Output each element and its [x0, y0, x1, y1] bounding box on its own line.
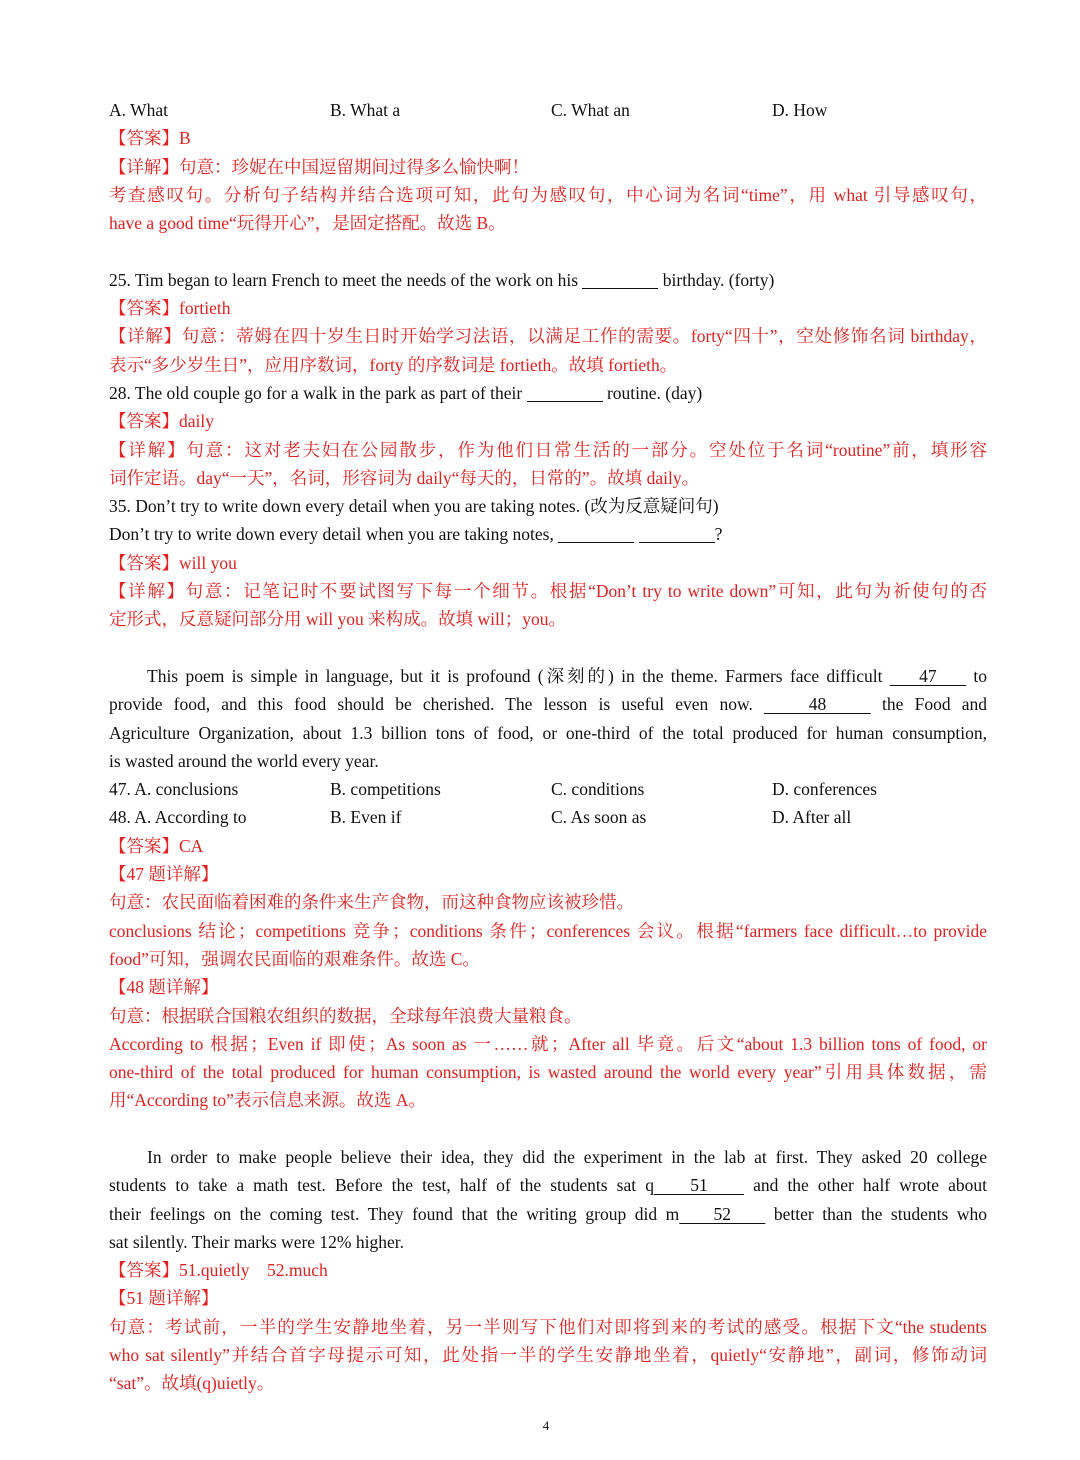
- option-b: B. What a: [330, 100, 401, 120]
- q24-options: [109, 96, 987, 124]
- q47-detail-heading: 【47 题详解】: [109, 864, 219, 885]
- q28-detail-line: 词作定语。day“一天”，名词，形容词为 daily“每天的，日常的”。故填 daily。: [109, 467, 700, 488]
- q47-detail-line: 句意：农民面临着困难的条件来生产食物，而这种食物应该被珍惜。: [109, 892, 634, 913]
- q35-detail-line: 【详解】句意：记笔记时不要试图写下每一个细节。根据“Don’t try to write down”可知，此句为祈使句的否: [109, 581, 987, 602]
- q24-detail-line: have a good time“玩得开心”，是固定搭配。故选 B。: [109, 213, 506, 234]
- option-a: A. What: [109, 100, 168, 120]
- q48-detail-line: one-third of the total produced for human consumption, is wasted around the world every year”引用具体数据，需: [109, 1062, 987, 1083]
- passage2-line: sat silently. Their marks were 12% higher.: [109, 1231, 404, 1252]
- passage1-answer: 【答案】CA: [109, 835, 204, 856]
- passage1-line: is wasted around the world every year.: [109, 750, 379, 771]
- q24-answer: 【答案】B: [109, 128, 191, 149]
- blank-48: 48: [764, 694, 871, 715]
- q51-detail-heading: 【51 题详解】: [109, 1288, 219, 1309]
- q48-detail-heading: 【48 题详解】: [109, 977, 219, 998]
- option-a: 48. A. According to: [109, 807, 247, 828]
- option-b: B. competitions: [330, 779, 441, 800]
- q35-stem: 35. Don’t try to write down every detail when you are taking notes. (改为反意疑问句): [109, 496, 719, 517]
- passage1-line: provide food, and this food should be cherished. The lesson is useful even now. 48 the Food and: [109, 694, 988, 715]
- passage2-line: students to take a math test. Before the test, half of the students sat q 51 and the other half wrote about: [109, 1175, 987, 1196]
- q25-detail-line: 【详解】句意：蒂姆在四十岁生日时开始学习法语，以满足工作的需要。forty“四十”，空处修饰名词 birthday，: [109, 326, 987, 347]
- q24-detail-line: 考查感叹句。分析句子结构并结合选项可知，此句为感叹句，中心词为名词“time”，用 what 引导感叹句，: [109, 184, 987, 205]
- q48-detail-line: 句意：根据联合国粮农组织的数据，全球每年浪费大量粮食。: [109, 1005, 582, 1026]
- q47-options: [109, 775, 987, 803]
- q35-detail-line: 定形式，反意疑问部分用 will you 来构成。故填 will；you。: [109, 609, 566, 630]
- passage2-answer: 【答案】51.quietly 52.much: [109, 1260, 328, 1281]
- q28-detail-line: 【详解】句意：这对老夫妇在公园散步，作为他们日常生活的一部分。空处位于名词“routine”前，填形容: [109, 439, 987, 460]
- passage2-line: their feelings on the coming test. They found that the writing group did m 52 better than the students who: [109, 1203, 987, 1224]
- page-number: 4: [542, 1418, 550, 1433]
- q28-stem: 28. The old couple go for a walk in the park as part of their routine. (day): [109, 382, 703, 403]
- q48-detail-line: According to 根据；Even if 即使；As soon as 一……就；After all 毕竟。后文“about 1.3 billion tons of food, or: [109, 1033, 987, 1054]
- q25-stem: 25. Tim began to learn French to meet the needs of the work on his birthday. (forty): [109, 269, 775, 290]
- q51-detail-line: who sat silently”并结合首字母提示可知，此处指一半的学生安静地坐着，quietly“安静地”，副词，修饰动词: [109, 1345, 987, 1366]
- passage2-line: In order to make people believe their idea, they did the experiment in the lab at first. They asked 20 college: [147, 1146, 987, 1167]
- blank-52: 52: [679, 1203, 766, 1224]
- q24-detail-line: 【详解】句意：珍妮在中国逗留期间过得多么愉快啊！: [109, 156, 529, 177]
- q48-options: [109, 803, 987, 831]
- answer-blank: [639, 524, 715, 543]
- option-d: D. conferences: [772, 779, 877, 800]
- q47-detail-line: conclusions 结论；competitions 竞争；conditions 条件；conferences 会议。根据“farmers face difficult…to provide: [109, 920, 987, 941]
- option-d: D. After all: [772, 807, 852, 828]
- q25-answer: 【答案】fortieth: [109, 298, 231, 319]
- blank-47: 47: [889, 665, 967, 686]
- q35-stem-2: Don’t try to write down every detail when you are taking notes, ?: [109, 524, 723, 545]
- option-c: C. conditions: [551, 779, 645, 800]
- answer-blank: [582, 270, 658, 289]
- passage1-line: This poem is simple in language, but it is profound (深刻的) in the theme. Farmers face difficult 47 to: [147, 665, 987, 686]
- q28-answer: 【答案】daily: [109, 411, 214, 432]
- q35-answer: 【答案】will you: [109, 552, 237, 573]
- q51-detail-line: “sat”。故填(q)uietly。: [109, 1373, 275, 1394]
- option-d: D. How: [772, 100, 828, 120]
- option-c: C. As soon as: [551, 807, 647, 828]
- q51-detail-line: 句意：考试前，一半的学生安静地坐着，另一半则写下他们对即将到来的考试的感受。根据下文“the students: [109, 1316, 987, 1337]
- q25-detail-line: 表示“多少岁生日”，应用序数词，forty 的序数词是 fortieth。故填 fortieth。: [109, 354, 678, 375]
- blank-51: 51: [653, 1175, 745, 1196]
- q47-detail-line: food”可知，强调农民面临的艰难条件。故选 C。: [109, 948, 480, 969]
- document-page: [109, 96, 987, 1398]
- option-a: 47. A. conclusions: [109, 779, 239, 800]
- passage1-line: Agriculture Organization, about 1.3 billion tons of food, or one-third of the total produced for human consumption,: [109, 722, 987, 743]
- answer-blank: [558, 524, 634, 543]
- answer-blank: [527, 383, 603, 402]
- option-b: B. Even if: [330, 807, 402, 828]
- option-c: C. What an: [551, 100, 630, 120]
- q48-detail-line: 用“According to”表示信息来源。故选 A。: [109, 1090, 426, 1111]
